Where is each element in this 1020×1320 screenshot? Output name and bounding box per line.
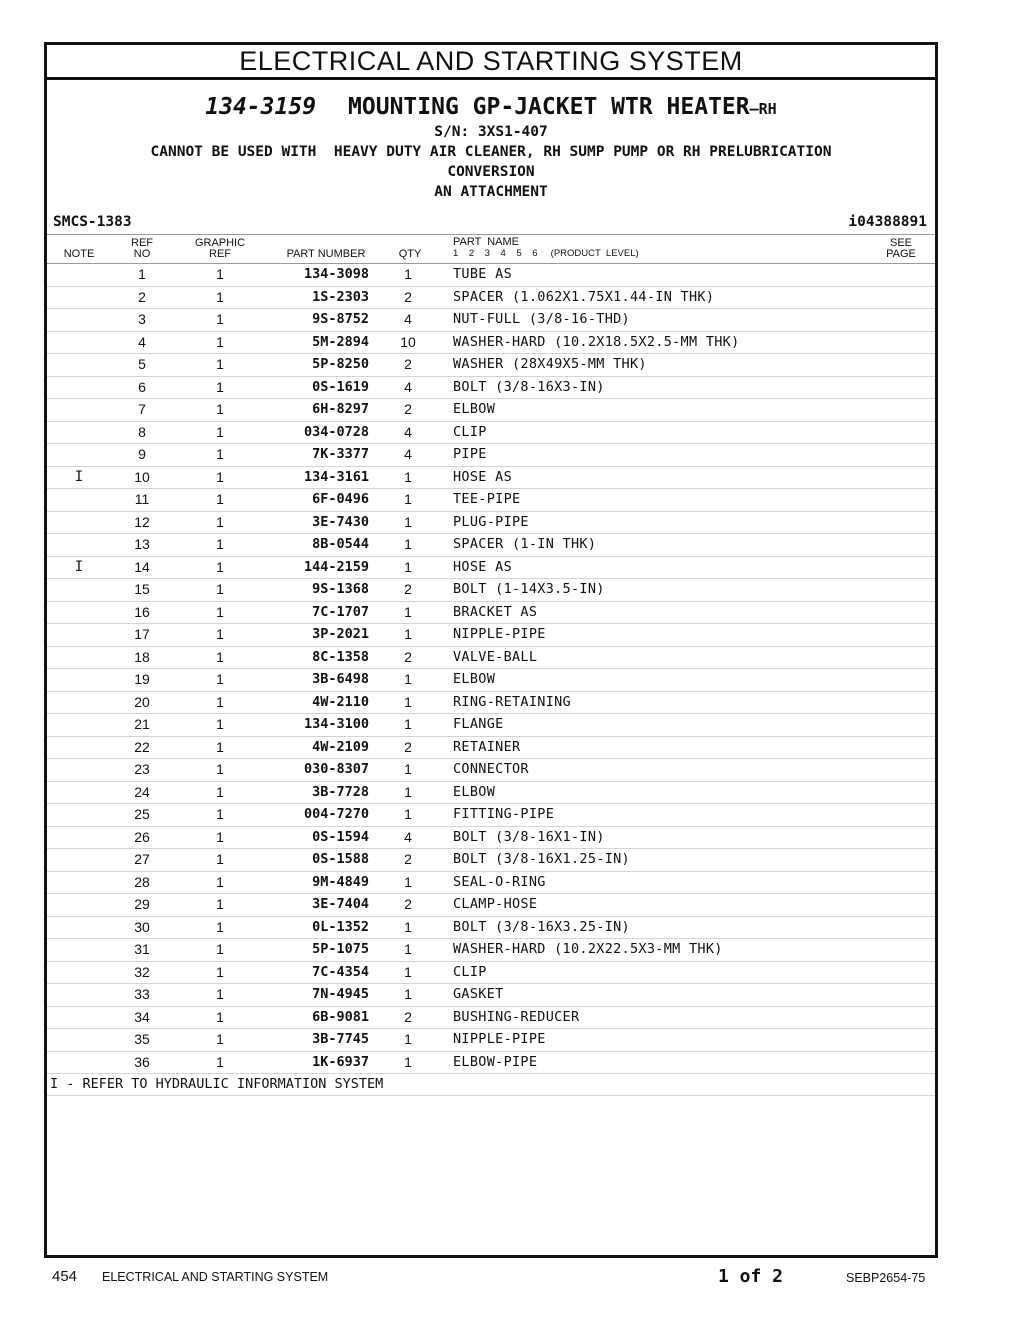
ref-number: 35	[134, 1031, 150, 1047]
quantity: 4	[404, 311, 412, 327]
table-row	[47, 1052, 935, 1075]
ref-number: 2	[138, 288, 146, 305]
footer-page-number: 454	[52, 1268, 78, 1285]
part-number: 3P-2021	[312, 626, 369, 642]
part-number: 7C-1707	[312, 603, 369, 620]
ref-number: 3	[138, 311, 146, 327]
ref-number: 34	[134, 1008, 150, 1025]
graphic-ref: 1	[216, 491, 224, 507]
table-row	[47, 669, 935, 692]
quantity: 1	[404, 941, 412, 957]
quantity: 2	[404, 401, 412, 417]
illustration-id: i04388891	[848, 214, 927, 230]
part-name: BOLT (3/8-16X1-IN)	[453, 828, 605, 845]
table-row	[47, 377, 935, 400]
table-row	[47, 602, 935, 625]
part-note: I	[74, 468, 84, 485]
graphic-ref: 1	[216, 806, 224, 822]
ref-number: 12	[134, 513, 150, 530]
ref-number: 5	[138, 356, 146, 372]
part-name: SPACER (1-IN THK)	[453, 536, 597, 552]
table-row	[47, 647, 935, 670]
graphic-ref: 1	[216, 693, 224, 710]
part-number: 0S-1594	[312, 828, 369, 845]
ref-number: 33	[134, 986, 150, 1002]
quantity: 1	[404, 693, 412, 710]
part-name: ELBOW	[453, 401, 496, 417]
quantity: 2	[404, 581, 412, 597]
ref-number: 28	[134, 873, 150, 890]
part-name: SEAL-O-RING	[453, 873, 546, 890]
part-name: CLIP	[453, 423, 487, 440]
group-note-3: AN ATTACHMENT	[434, 184, 548, 200]
quantity: 4	[404, 446, 412, 462]
table-row	[47, 624, 935, 647]
graphic-ref: 1	[216, 648, 224, 665]
table-row	[47, 422, 935, 445]
table-row	[47, 849, 935, 872]
graphic-ref: 1	[216, 671, 224, 687]
ref-number: 8	[138, 423, 146, 440]
part-number: 134-3100	[303, 716, 369, 732]
graphic-ref: 1	[216, 446, 224, 462]
quantity: 1	[404, 873, 412, 890]
graphic-ref: 1	[216, 468, 224, 485]
col-graphic-top: GRAPHIC	[194, 237, 246, 249]
footer-page-of: 1 of 2	[718, 1266, 784, 1287]
ref-number: 17	[134, 626, 150, 642]
ref-number: 1	[138, 266, 146, 282]
group-part-number: 134-3159	[205, 94, 317, 120]
part-number: 3B-6498	[312, 671, 369, 687]
part-number: 5M-2894	[312, 333, 369, 350]
table-row	[47, 512, 935, 535]
group-name: MOUNTING GP-JACKET WTR HEATER	[348, 94, 750, 120]
graphic-ref: 1	[216, 761, 224, 777]
quantity: 2	[404, 648, 412, 665]
ref-number: 11	[134, 491, 150, 507]
part-name: PLUG-PIPE	[453, 513, 529, 530]
ref-number: 4	[138, 333, 146, 350]
graphic-ref: 1	[216, 716, 224, 732]
col-ref-bottom: NO	[133, 248, 151, 260]
part-number: 5P-1075	[312, 941, 369, 957]
parts-page-frame	[44, 42, 938, 1258]
part-number: 5P-8250	[312, 356, 369, 372]
parts-list	[47, 264, 935, 1074]
ref-number: 26	[134, 828, 150, 845]
part-number: 4W-2109	[312, 738, 369, 755]
part-number: 6H-8297	[312, 401, 369, 417]
part-name: HOSE AS	[453, 468, 512, 485]
part-number: 3E-7430	[312, 513, 369, 530]
quantity: 1	[404, 986, 412, 1002]
part-name: BOLT (1-14X3.5-IN)	[453, 581, 605, 597]
graphic-ref: 1	[216, 266, 224, 282]
table-row	[47, 534, 935, 557]
col-part-name: PART NAME	[453, 236, 520, 248]
table-row	[47, 737, 935, 760]
part-number: 7N-4945	[312, 986, 369, 1002]
part-name: WASHER (28X49X5-MM THK)	[453, 356, 647, 372]
footer-doc-id: SEBP2654-75	[846, 1271, 926, 1285]
graphic-ref: 1	[216, 873, 224, 890]
quantity: 2	[404, 896, 412, 912]
table-row	[47, 467, 935, 490]
part-name: NUT-FULL (3/8-16-THD)	[453, 311, 630, 327]
ref-number: 14	[134, 558, 150, 575]
table-row	[47, 894, 935, 917]
footnote: I - REFER TO HYDRAULIC INFORMATION SYSTEM	[47, 1074, 935, 1096]
part-name: BRACKET AS	[453, 603, 538, 620]
serial-number: S/N: 3XS1-407	[434, 124, 548, 140]
part-number: 034-0728	[303, 423, 369, 440]
graphic-ref: 1	[216, 963, 224, 980]
quantity: 1	[404, 513, 412, 530]
quantity: 1	[404, 603, 412, 620]
table-row	[47, 759, 935, 782]
ref-number: 31	[134, 941, 150, 957]
part-number: 1S-2303	[312, 288, 369, 305]
quantity: 1	[404, 761, 412, 777]
table-row	[47, 782, 935, 805]
part-number: 6F-0496	[312, 491, 369, 507]
table-row	[47, 939, 935, 962]
part-name: ELBOW-PIPE	[453, 1053, 538, 1070]
graphic-ref: 1	[216, 626, 224, 642]
part-number: 8B-0544	[312, 536, 369, 552]
graphic-ref: 1	[216, 288, 224, 305]
quantity: 2	[404, 356, 412, 372]
part-name: BOLT (3/8-16X3.25-IN)	[453, 918, 630, 935]
graphic-ref: 1	[216, 423, 224, 440]
table-row	[47, 489, 935, 512]
quantity: 1	[404, 671, 412, 687]
graphic-ref: 1	[216, 401, 224, 417]
ref-number: 20	[134, 693, 150, 710]
table-row	[47, 309, 935, 332]
graphic-ref: 1	[216, 986, 224, 1002]
ref-number: 25	[134, 806, 150, 822]
table-row	[47, 579, 935, 602]
col-note: NOTE	[63, 248, 95, 260]
col-see-top: SEE	[889, 237, 912, 249]
part-number: 0S-1619	[312, 378, 369, 395]
part-name: CLAMP-HOSE	[453, 896, 538, 912]
quantity: 1	[404, 491, 412, 507]
ref-number: 36	[134, 1053, 150, 1070]
col-product-levels: 1 2 3 4 5 6 (PRODUCT LEVEL)	[453, 248, 639, 259]
quantity: 1	[404, 536, 412, 552]
part-name: WASHER-HARD (10.2X22.5X3-MM THK)	[453, 941, 723, 957]
table-row	[47, 444, 935, 467]
ref-number: 10	[134, 468, 150, 485]
quantity: 4	[404, 378, 412, 395]
part-number: 7K-3377	[312, 446, 369, 462]
graphic-ref: 1	[216, 603, 224, 620]
table-row	[47, 1029, 935, 1052]
part-name: BOLT (3/8-16X3-IN)	[453, 378, 605, 395]
col-qty: QTY	[398, 248, 422, 260]
table-row	[47, 399, 935, 422]
part-number: 144-2159	[303, 558, 369, 575]
part-number: 0L-1352	[312, 918, 369, 935]
graphic-ref: 1	[216, 356, 224, 372]
graphic-ref: 1	[216, 828, 224, 845]
part-number: 6B-9081	[312, 1008, 369, 1025]
part-name: WASHER-HARD (10.2X18.5X2.5-MM THK)	[453, 333, 740, 350]
quantity: 1	[404, 783, 412, 800]
group-note-1: CANNOT BE USED WITH HEAVY DUTY AIR CLEANER, RH SUMP PUMP OR RH PRELUBRICATION	[150, 144, 832, 160]
quantity: 1	[404, 626, 412, 642]
part-number: 1K-6937	[312, 1053, 369, 1070]
quantity: 1	[404, 1053, 412, 1070]
table-row	[47, 264, 935, 287]
part-number: 9S-1368	[312, 581, 369, 597]
footer-section: ELECTRICAL AND STARTING SYSTEM	[102, 1270, 329, 1284]
ref-number: 32	[134, 963, 150, 980]
part-name: CONNECTOR	[453, 761, 529, 777]
graphic-ref: 1	[216, 941, 224, 957]
table-row	[47, 1007, 935, 1030]
part-number: 3B-7745	[312, 1031, 369, 1047]
table-row	[47, 962, 935, 985]
column-headers	[47, 235, 935, 264]
graphic-ref: 1	[216, 558, 224, 575]
part-name: NIPPLE-PIPE	[453, 1031, 546, 1047]
part-name: CLIP	[453, 963, 487, 980]
page-footer	[0, 1266, 1020, 1290]
section-title: ELECTRICAL AND STARTING SYSTEM	[47, 45, 935, 80]
graphic-ref: 1	[216, 536, 224, 552]
quantity: 2	[404, 288, 412, 305]
ref-number: 29	[134, 896, 150, 912]
part-name: BOLT (3/8-16X1.25-IN)	[453, 851, 630, 867]
part-number: 3B-7728	[312, 783, 369, 800]
part-number: 9S-8752	[312, 311, 369, 327]
graphic-ref: 1	[216, 851, 224, 867]
graphic-ref: 1	[216, 738, 224, 755]
quantity: 4	[404, 423, 412, 440]
graphic-ref: 1	[216, 333, 224, 350]
table-row	[47, 692, 935, 715]
part-name: HOSE AS	[453, 558, 512, 575]
group-suffix: —RH	[749, 100, 777, 118]
part-number: 004-7270	[303, 806, 369, 822]
group-note-2: CONVERSION	[447, 164, 535, 180]
ref-number: 16	[134, 603, 150, 620]
ref-number: 7	[138, 401, 146, 417]
table-row	[47, 872, 935, 895]
graphic-ref: 1	[216, 918, 224, 935]
quantity: 10	[400, 333, 416, 350]
quantity: 1	[404, 963, 412, 980]
ref-number: 6	[138, 378, 146, 395]
ref-number: 30	[134, 918, 150, 935]
graphic-ref: 1	[216, 378, 224, 395]
part-number: 030-8307	[303, 761, 369, 777]
part-number: 8C-1358	[312, 648, 369, 665]
quantity: 2	[404, 1008, 412, 1025]
quantity: 2	[404, 738, 412, 755]
graphic-ref: 1	[216, 311, 224, 327]
col-see-bottom: PAGE	[886, 248, 916, 260]
part-number: 134-3161	[303, 468, 369, 485]
quantity: 4	[404, 828, 412, 845]
ref-number: 22	[134, 738, 150, 755]
graphic-ref: 1	[216, 1031, 224, 1047]
ref-number: 23	[134, 761, 150, 777]
table-row	[47, 557, 935, 580]
part-number: 7C-4354	[312, 963, 369, 980]
part-number: 134-3098	[303, 266, 369, 282]
part-number: 9M-4849	[312, 873, 369, 890]
quantity: 1	[404, 806, 412, 822]
ref-number: 21	[134, 716, 150, 732]
part-name: PIPE	[453, 446, 487, 462]
table-row	[47, 354, 935, 377]
ref-number: 19	[134, 671, 150, 687]
quantity: 1	[404, 1031, 412, 1047]
part-number: 0S-1588	[312, 851, 369, 867]
ref-number: 18	[134, 648, 150, 665]
ref-number: 27	[134, 851, 150, 867]
ref-number: 13	[134, 536, 150, 552]
graphic-ref: 1	[216, 1008, 224, 1025]
part-name: TUBE AS	[453, 266, 512, 282]
smcs-row	[47, 214, 935, 235]
part-name: BUSHING-REDUCER	[453, 1008, 580, 1025]
part-name: RING-RETAINING	[453, 693, 571, 710]
col-ref-top: REF	[131, 237, 153, 249]
part-number: 4W-2110	[312, 693, 369, 710]
quantity: 1	[404, 468, 412, 485]
part-name: SPACER (1.062X1.75X1.44-IN THK)	[453, 288, 715, 305]
part-name: FITTING-PIPE	[453, 806, 555, 822]
table-row	[47, 984, 935, 1007]
quantity: 1	[404, 558, 412, 575]
quantity: 1	[404, 716, 412, 732]
col-part-number: PART NUMBER	[286, 248, 366, 260]
smcs-code: SMCS-1383	[53, 214, 132, 230]
part-name: FLANGE	[453, 716, 504, 732]
part-name: TEE-PIPE	[453, 491, 521, 507]
table-row	[47, 287, 935, 310]
graphic-ref: 1	[216, 581, 224, 597]
graphic-ref: 1	[216, 783, 224, 800]
part-name: ELBOW	[453, 671, 496, 687]
col-graphic-bottom: REF	[209, 248, 231, 260]
group-title	[47, 94, 935, 122]
table-row	[47, 804, 935, 827]
ref-number: 9	[138, 446, 146, 462]
part-note: I	[74, 558, 84, 575]
part-name: RETAINER	[453, 738, 521, 755]
part-name: VALVE-BALL	[453, 648, 538, 665]
part-number: 3E-7404	[312, 896, 369, 912]
ref-number: 24	[134, 783, 150, 800]
quantity: 1	[404, 266, 412, 282]
quantity: 1	[404, 918, 412, 935]
part-name: ELBOW	[453, 783, 496, 800]
quantity: 2	[404, 851, 412, 867]
graphic-ref: 1	[216, 513, 224, 530]
graphic-ref: 1	[216, 1053, 224, 1070]
part-name: NIPPLE-PIPE	[453, 626, 546, 642]
table-row	[47, 714, 935, 737]
ref-number: 15	[134, 581, 150, 597]
table-row	[47, 827, 935, 850]
table-row	[47, 332, 935, 355]
part-name: GASKET	[453, 986, 504, 1002]
graphic-ref: 1	[216, 896, 224, 912]
table-row	[47, 917, 935, 940]
